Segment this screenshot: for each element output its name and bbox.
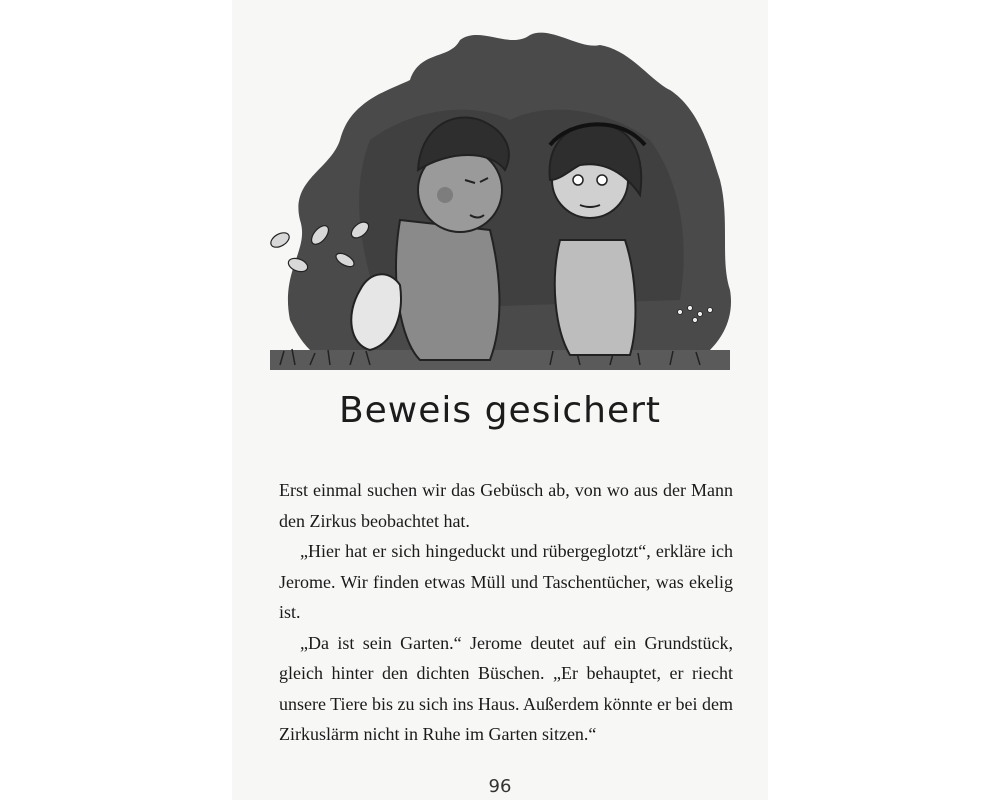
chapter-title: Beweis gesichert [338,390,662,431]
bush-children-illustration [250,20,750,380]
page-number: 96 [488,776,512,797]
paragraph: „Hier hat er sich hingeduckt und rübergeglotzt“, erkläre ich Jerome. Wir finden etwas Müll und Taschentücher, was ekelig ist. [279,541,733,622]
chapter-body [279,475,733,750]
paragraph: Erst einmal suchen wir das Gebüsch ab, von wo aus der Mann den Zirkus beobachtet hat. [279,480,733,531]
paragraph: „Da ist sein Garten.“ Jerome deutet auf ein Grundstück, gleich hinter den dichten Büschen. „Er behauptet, er riecht unsere Tiere bis zu sich ins Haus. Außerdem könnte er bei dem Zirkuslärm nicht in Ruhe im Garten sitzen.“ [279,632,733,744]
grass [270,350,730,370]
